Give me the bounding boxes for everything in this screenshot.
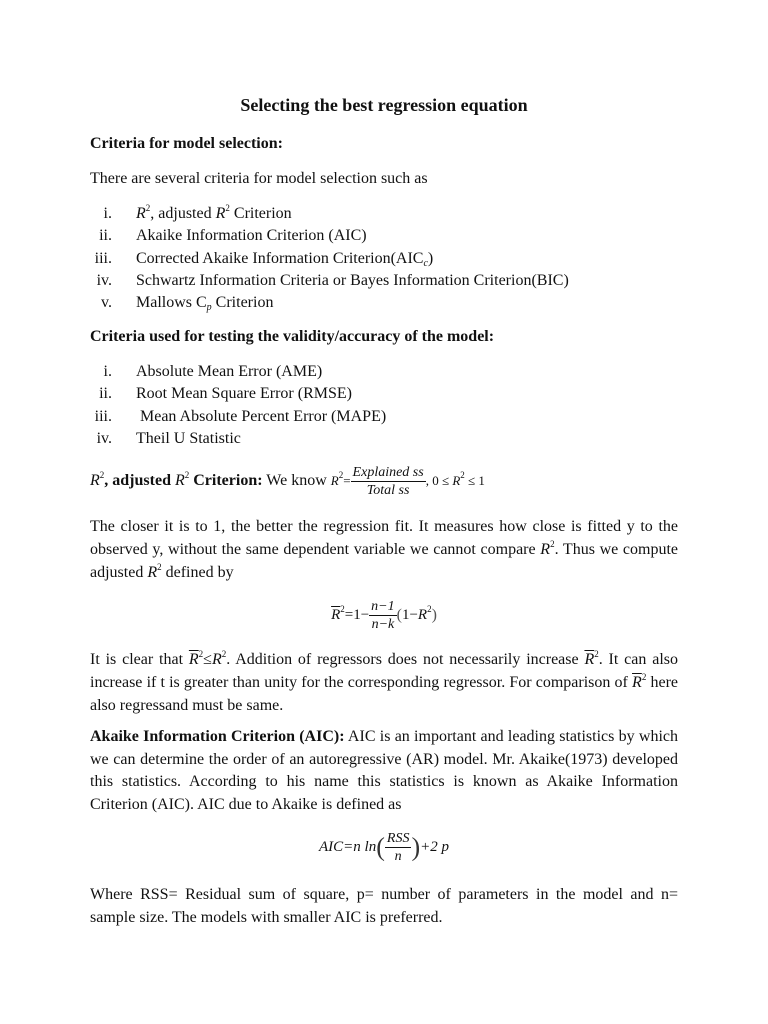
r-symbol: R — [174, 472, 185, 489]
item-text: , adjusted — [150, 205, 216, 222]
item-number: i. — [103, 363, 112, 380]
where-paragraph: Where RSS= Residual sum of square, p= number of parameters in the model and n= sample size. The models with smaller AIC is preferred. — [90, 886, 678, 926]
aic-fraction — [385, 830, 412, 865]
r-symbol: R — [540, 541, 551, 558]
list-item — [90, 248, 678, 270]
superscript: 2 — [145, 203, 151, 213]
list-item — [90, 361, 678, 383]
superscript: 2 — [641, 672, 647, 682]
equation-lhs: AIC — [319, 839, 344, 855]
r-symbol: R — [147, 564, 158, 581]
body-text: . Addition of regressors does not necessarily increase — [226, 651, 585, 668]
aic-heading: Akaike Information Criterion (AIC): — [90, 728, 345, 745]
superscript: 2 — [157, 562, 162, 572]
superscript: 2 — [338, 470, 344, 480]
superscript: 2 — [550, 539, 555, 549]
item-number: iv. — [96, 271, 112, 289]
superscript: 2 — [225, 203, 230, 213]
body-text: . Thus we compute adjusted — [90, 541, 678, 581]
item-text: Theil U Statistic — [136, 429, 241, 447]
list-item — [90, 292, 678, 314]
fraction-denominator: n — [394, 849, 402, 865]
r-symbol: R — [211, 651, 222, 668]
r-symbol: R — [136, 205, 146, 222]
list-item — [90, 225, 678, 247]
criteria-intro: There are several criteria for model selection such as — [90, 170, 428, 187]
item-text: Schwartz Information Criteria or Bayes Information Criterion(BIC) — [136, 271, 569, 289]
item-text: ) — [427, 249, 434, 267]
r-symbol: R — [452, 473, 461, 488]
superscript: 2 — [594, 649, 599, 659]
heading-text: , adjusted — [104, 472, 175, 489]
criteria-list — [90, 203, 678, 314]
equation-text: =n ln — [343, 839, 377, 855]
r2-fraction — [351, 464, 426, 499]
superscript: 2 — [340, 604, 345, 614]
validity-list — [90, 361, 678, 450]
item-text: Root Mean Square Error (RMSE) — [136, 385, 352, 403]
fraction-denominator: n−k — [371, 617, 395, 633]
fraction-numerator: Explained ss — [352, 464, 424, 480]
body-text: . It can also increase if t is greater than unity for the corresponding regressor. For comparison of — [90, 651, 678, 691]
list-item — [90, 406, 678, 428]
subscript: c — [423, 257, 428, 269]
item-text: Akaike Information Criterion (AIC) — [136, 227, 367, 245]
equation-text: 1− — [401, 607, 418, 623]
body-text: It is clear that — [90, 651, 189, 668]
left-paren: ( — [376, 832, 385, 862]
r-bar-symbol: $\overline{R}$ — [331, 607, 341, 623]
list-item — [90, 383, 678, 405]
item-text: Absolute Mean Error (AME) — [136, 363, 323, 380]
superscript: 2 — [198, 649, 204, 659]
r-bar-symbol: $\overline{R}$ — [188, 651, 199, 668]
item-text: Corrected Akaike Information Criterion(AIC — [136, 249, 424, 267]
range-text: , 0 ≤ — [425, 473, 453, 488]
aic-paragraph — [90, 726, 678, 816]
equation-text: =1− — [344, 607, 370, 623]
list-item — [90, 270, 678, 292]
item-number: ii. — [99, 227, 112, 245]
equals-sign: = — [343, 473, 351, 488]
item-number: iii. — [94, 249, 112, 267]
leq-symbol: ≤ — [203, 651, 212, 668]
r2-criterion-line — [90, 461, 678, 501]
superscript: 2 — [99, 470, 105, 480]
list-item — [90, 428, 678, 450]
superscript: 2 — [427, 604, 432, 614]
adj-fraction — [369, 598, 396, 633]
item-text: Criterion — [211, 294, 274, 312]
paren: ) — [431, 606, 437, 624]
item-text: Criterion — [229, 205, 292, 222]
fraction-numerator: RSS — [386, 831, 410, 847]
body-text: The closer it is to 1, the better the regression fit. It measures how close is fitted y to the observed y, without the same dependent variable we cannot compare — [90, 518, 678, 558]
item-number: v. — [101, 294, 112, 312]
r-symbol: R — [417, 607, 428, 623]
superscript: 2 — [184, 470, 190, 480]
r-bar-symbol: $\overline{R}$ — [632, 674, 642, 691]
fraction-numerator: n−1 — [371, 599, 395, 615]
clear-paragraph — [90, 648, 678, 717]
body-text: AIC is an important and leading statistics by which we can determine the order of an autoregressive (AR) model. Mr. Akaike(1973) developed this statistics. According to his name this statistics is known as Akaike Information Criterion (AIC). AIC due to Akaike is defined as — [90, 728, 678, 813]
item-number: ii. — [99, 385, 112, 403]
fraction-denominator: Total ss — [366, 482, 410, 498]
page-title: Selecting the best regression equation — [240, 95, 528, 115]
criteria-heading: Criteria for model selection: — [90, 135, 283, 152]
heading-text: Criterion: — [189, 472, 263, 489]
superscript: 2 — [221, 649, 227, 659]
right-paren: ) — [411, 832, 421, 862]
r-symbol: R — [330, 473, 339, 488]
body-text: We know — [262, 472, 331, 489]
list-item — [90, 203, 678, 225]
r-symbol: R — [215, 205, 226, 222]
r-symbol: R — [90, 472, 100, 489]
validity-heading: Criteria used for testing the validity/accuracy of the model: — [90, 328, 495, 345]
body-text: defined by — [161, 564, 234, 581]
range-text: ≤ 1 — [464, 473, 485, 488]
superscript: 2 — [460, 470, 465, 480]
body-text: here also regressand must be same. — [90, 674, 678, 714]
paren: ( — [396, 606, 402, 624]
r-bar-symbol: $\overline{R}$ — [584, 651, 595, 668]
aic-equation — [0, 826, 768, 869]
item-text: Mallows C — [136, 294, 207, 312]
item-number: iii. — [94, 407, 112, 425]
adjusted-r2-equation — [0, 596, 768, 635]
subscript: p — [206, 302, 212, 314]
item-number: iv. — [96, 429, 112, 447]
equation-text: +2 p — [420, 839, 449, 855]
closer-paragraph — [90, 515, 678, 584]
item-number: i. — [103, 205, 112, 222]
item-text: Mean Absolute Percent Error (MAPE) — [136, 407, 387, 425]
